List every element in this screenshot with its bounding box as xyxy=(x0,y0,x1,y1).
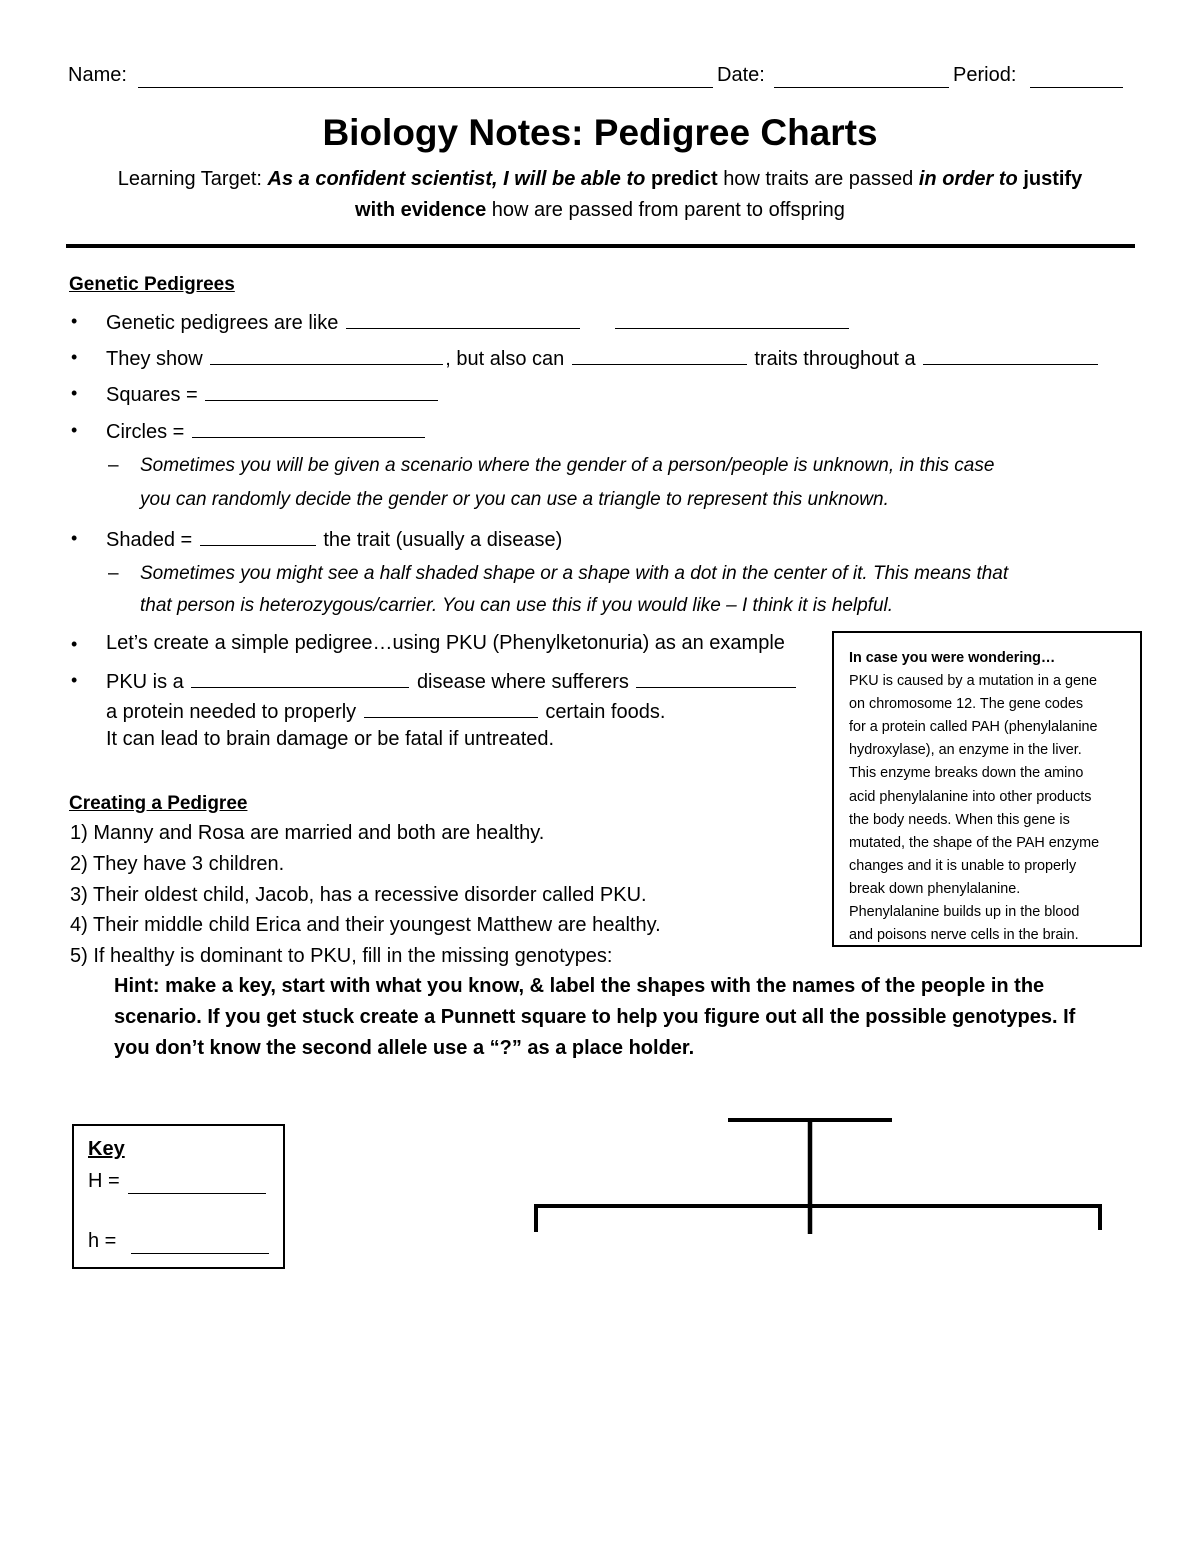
answer-blank[interactable] xyxy=(572,345,747,365)
shaded-text: Shaded = xyxy=(106,529,193,551)
they-show-text: They show xyxy=(106,348,203,370)
info-box-line: changes and it is unable to properly xyxy=(849,857,1077,874)
list-item-continued xyxy=(106,698,665,724)
answer-blank[interactable] xyxy=(636,668,796,688)
header-divider xyxy=(66,244,1135,248)
answer-blank[interactable] xyxy=(205,381,438,401)
learning-target-in-order-to: in order to xyxy=(918,168,1018,190)
step-item: 1) Manny and Rosa are married and both are healthy. xyxy=(70,822,545,844)
pku-is-a-text: PKU is a xyxy=(106,671,184,693)
name-label: Name: xyxy=(68,64,127,86)
pedigrees-like-text: Genetic pedigrees are like xyxy=(106,312,339,334)
info-box-line: the body needs. When this gene is xyxy=(849,811,1070,828)
bullet-icon: • xyxy=(71,420,78,440)
step-item: 5) If healthy is dominant to PKU, fill in the missing genotypes: xyxy=(70,945,613,967)
list-item xyxy=(106,309,851,335)
bullet-icon: • xyxy=(71,383,78,403)
info-box-line: for a protein called PAH (phenylalanine xyxy=(849,719,1098,736)
traits-throughout-text: traits throughout a xyxy=(754,348,916,370)
period-blank[interactable] xyxy=(1030,68,1123,88)
key-title: Key xyxy=(88,1138,125,1160)
info-box-line: on chromosome 12. The gene codes xyxy=(849,696,1084,713)
dash-icon: – xyxy=(108,563,119,584)
answer-blank[interactable] xyxy=(200,526,316,546)
answer-blank[interactable] xyxy=(346,309,580,329)
bullet-icon: • xyxy=(71,311,78,331)
hint-line-1: Hint: make a key, start with what you know, & label the shapes with the names of the people in the xyxy=(114,975,1045,997)
learning-target-justify: justify xyxy=(1023,168,1083,190)
answer-blank[interactable] xyxy=(210,345,443,365)
sub-note-carrier-line-1: Sometimes you might see a half shaded shape or a shape with a dot in the center of it. This means that xyxy=(140,563,1009,584)
sub-note-gender-line-1: Sometimes you will be given a scenario where the gender of a person/people is unknown, in this case xyxy=(140,455,995,476)
period-label: Period: xyxy=(953,64,1017,86)
key-recessive-label: h = xyxy=(88,1230,117,1252)
list-item xyxy=(106,381,440,407)
info-box-line: acid phenylalanine into other products xyxy=(849,788,1092,805)
certain-foods-text: certain foods. xyxy=(545,701,666,723)
key-box xyxy=(72,1124,285,1269)
info-sidebar-box xyxy=(832,631,1142,947)
key-dominant-blank[interactable] xyxy=(128,1174,266,1194)
page-title: Biology Notes: Pedigree Charts xyxy=(322,112,878,153)
info-box-line: PKU is caused by a mutation in a gene xyxy=(849,673,1097,690)
protein-needed-text: a protein needed to properly xyxy=(106,701,357,723)
bullet-icon: • xyxy=(71,347,78,367)
dash-icon: – xyxy=(108,455,119,476)
learning-target-scientist: As a confident scientist, I will be able to xyxy=(267,168,646,190)
bullet-icon: • xyxy=(71,528,78,548)
answer-blank[interactable] xyxy=(615,309,849,329)
sub-note-gender-line-2: you can randomly decide the gender or you can use a triangle to represent this unknown. xyxy=(140,489,889,510)
hint-line-3: you don’t know the second allele use a “?” as a place holder. xyxy=(114,1037,695,1059)
pku-example-text: Let’s create a simple pedigree…using PKU (Phenylketonuria) as an example xyxy=(106,632,785,654)
but-also-can-text: , but also can xyxy=(445,348,565,370)
info-box-line: and poisons nerve cells in the brain. xyxy=(849,927,1079,944)
date-label: Date: xyxy=(717,64,765,86)
bullet-icon: • xyxy=(71,634,78,654)
answer-blank[interactable] xyxy=(364,698,538,718)
brain-damage-text: It can lead to brain damage or be fatal if untreated. xyxy=(106,728,555,750)
hint-line-2: scenario. If you get stuck create a Punnett square to help you figure out all the possible genotypes. If xyxy=(114,1006,1076,1028)
date-blank[interactable] xyxy=(774,68,949,88)
learning-target-evidence: with evidence xyxy=(355,199,487,221)
info-box-line: mutated, the shape of the PAH enzyme xyxy=(849,834,1100,851)
step-item: 4) Their middle child Erica and their youngest Matthew are healthy. xyxy=(70,914,661,936)
key-recessive-blank[interactable] xyxy=(131,1234,269,1254)
shaded-trait-text: the trait (usually a disease) xyxy=(323,529,563,551)
info-box-line: Phenylalanine builds up in the blood xyxy=(849,904,1080,921)
disease-sufferers-text: disease where sufferers xyxy=(416,671,629,693)
info-box-line: hydroxylase), an enzyme in the liver. xyxy=(849,742,1082,759)
section-heading-creating-pedigree: Creating a Pedigree xyxy=(69,793,248,814)
list-item xyxy=(106,418,427,444)
squares-text: Squares = xyxy=(106,384,198,406)
circles-text: Circles = xyxy=(106,421,185,443)
list-item xyxy=(106,526,562,552)
learning-target-predict: predict xyxy=(650,168,718,190)
step-item: 3) Their oldest child, Jacob, has a recessive disorder called PKU. xyxy=(70,884,647,906)
answer-blank[interactable] xyxy=(192,418,425,438)
info-box-heading: In case you were wondering… xyxy=(849,650,1056,666)
answer-blank[interactable] xyxy=(191,668,409,688)
key-dominant-label: H = xyxy=(88,1170,120,1192)
learning-target-offspring: how are passed from parent to offspring xyxy=(491,199,845,221)
answer-blank[interactable] xyxy=(923,345,1098,365)
step-item: 2) They have 3 children. xyxy=(70,853,285,875)
list-item xyxy=(106,668,798,694)
learning-target-line-2 xyxy=(0,199,1200,222)
info-box-line: break down phenylalanine. xyxy=(849,880,1021,897)
list-item xyxy=(106,345,1100,371)
name-blank[interactable] xyxy=(138,68,713,88)
info-box-line: This enzyme breaks down the amino xyxy=(849,765,1084,782)
pedigree-diagram xyxy=(520,1108,1120,1248)
learning-target-line-1 xyxy=(0,168,1200,191)
learning-target-traits: how traits are passed xyxy=(723,168,914,190)
learning-target-label: Learning Target: xyxy=(117,168,262,190)
section-heading-genetic-pedigrees: Genetic Pedigrees xyxy=(69,274,235,295)
bullet-icon: • xyxy=(71,670,78,690)
sub-note-carrier-line-2: that person is heterozygous/carrier. You can use this if you would like – I think it is helpful. xyxy=(140,595,894,616)
